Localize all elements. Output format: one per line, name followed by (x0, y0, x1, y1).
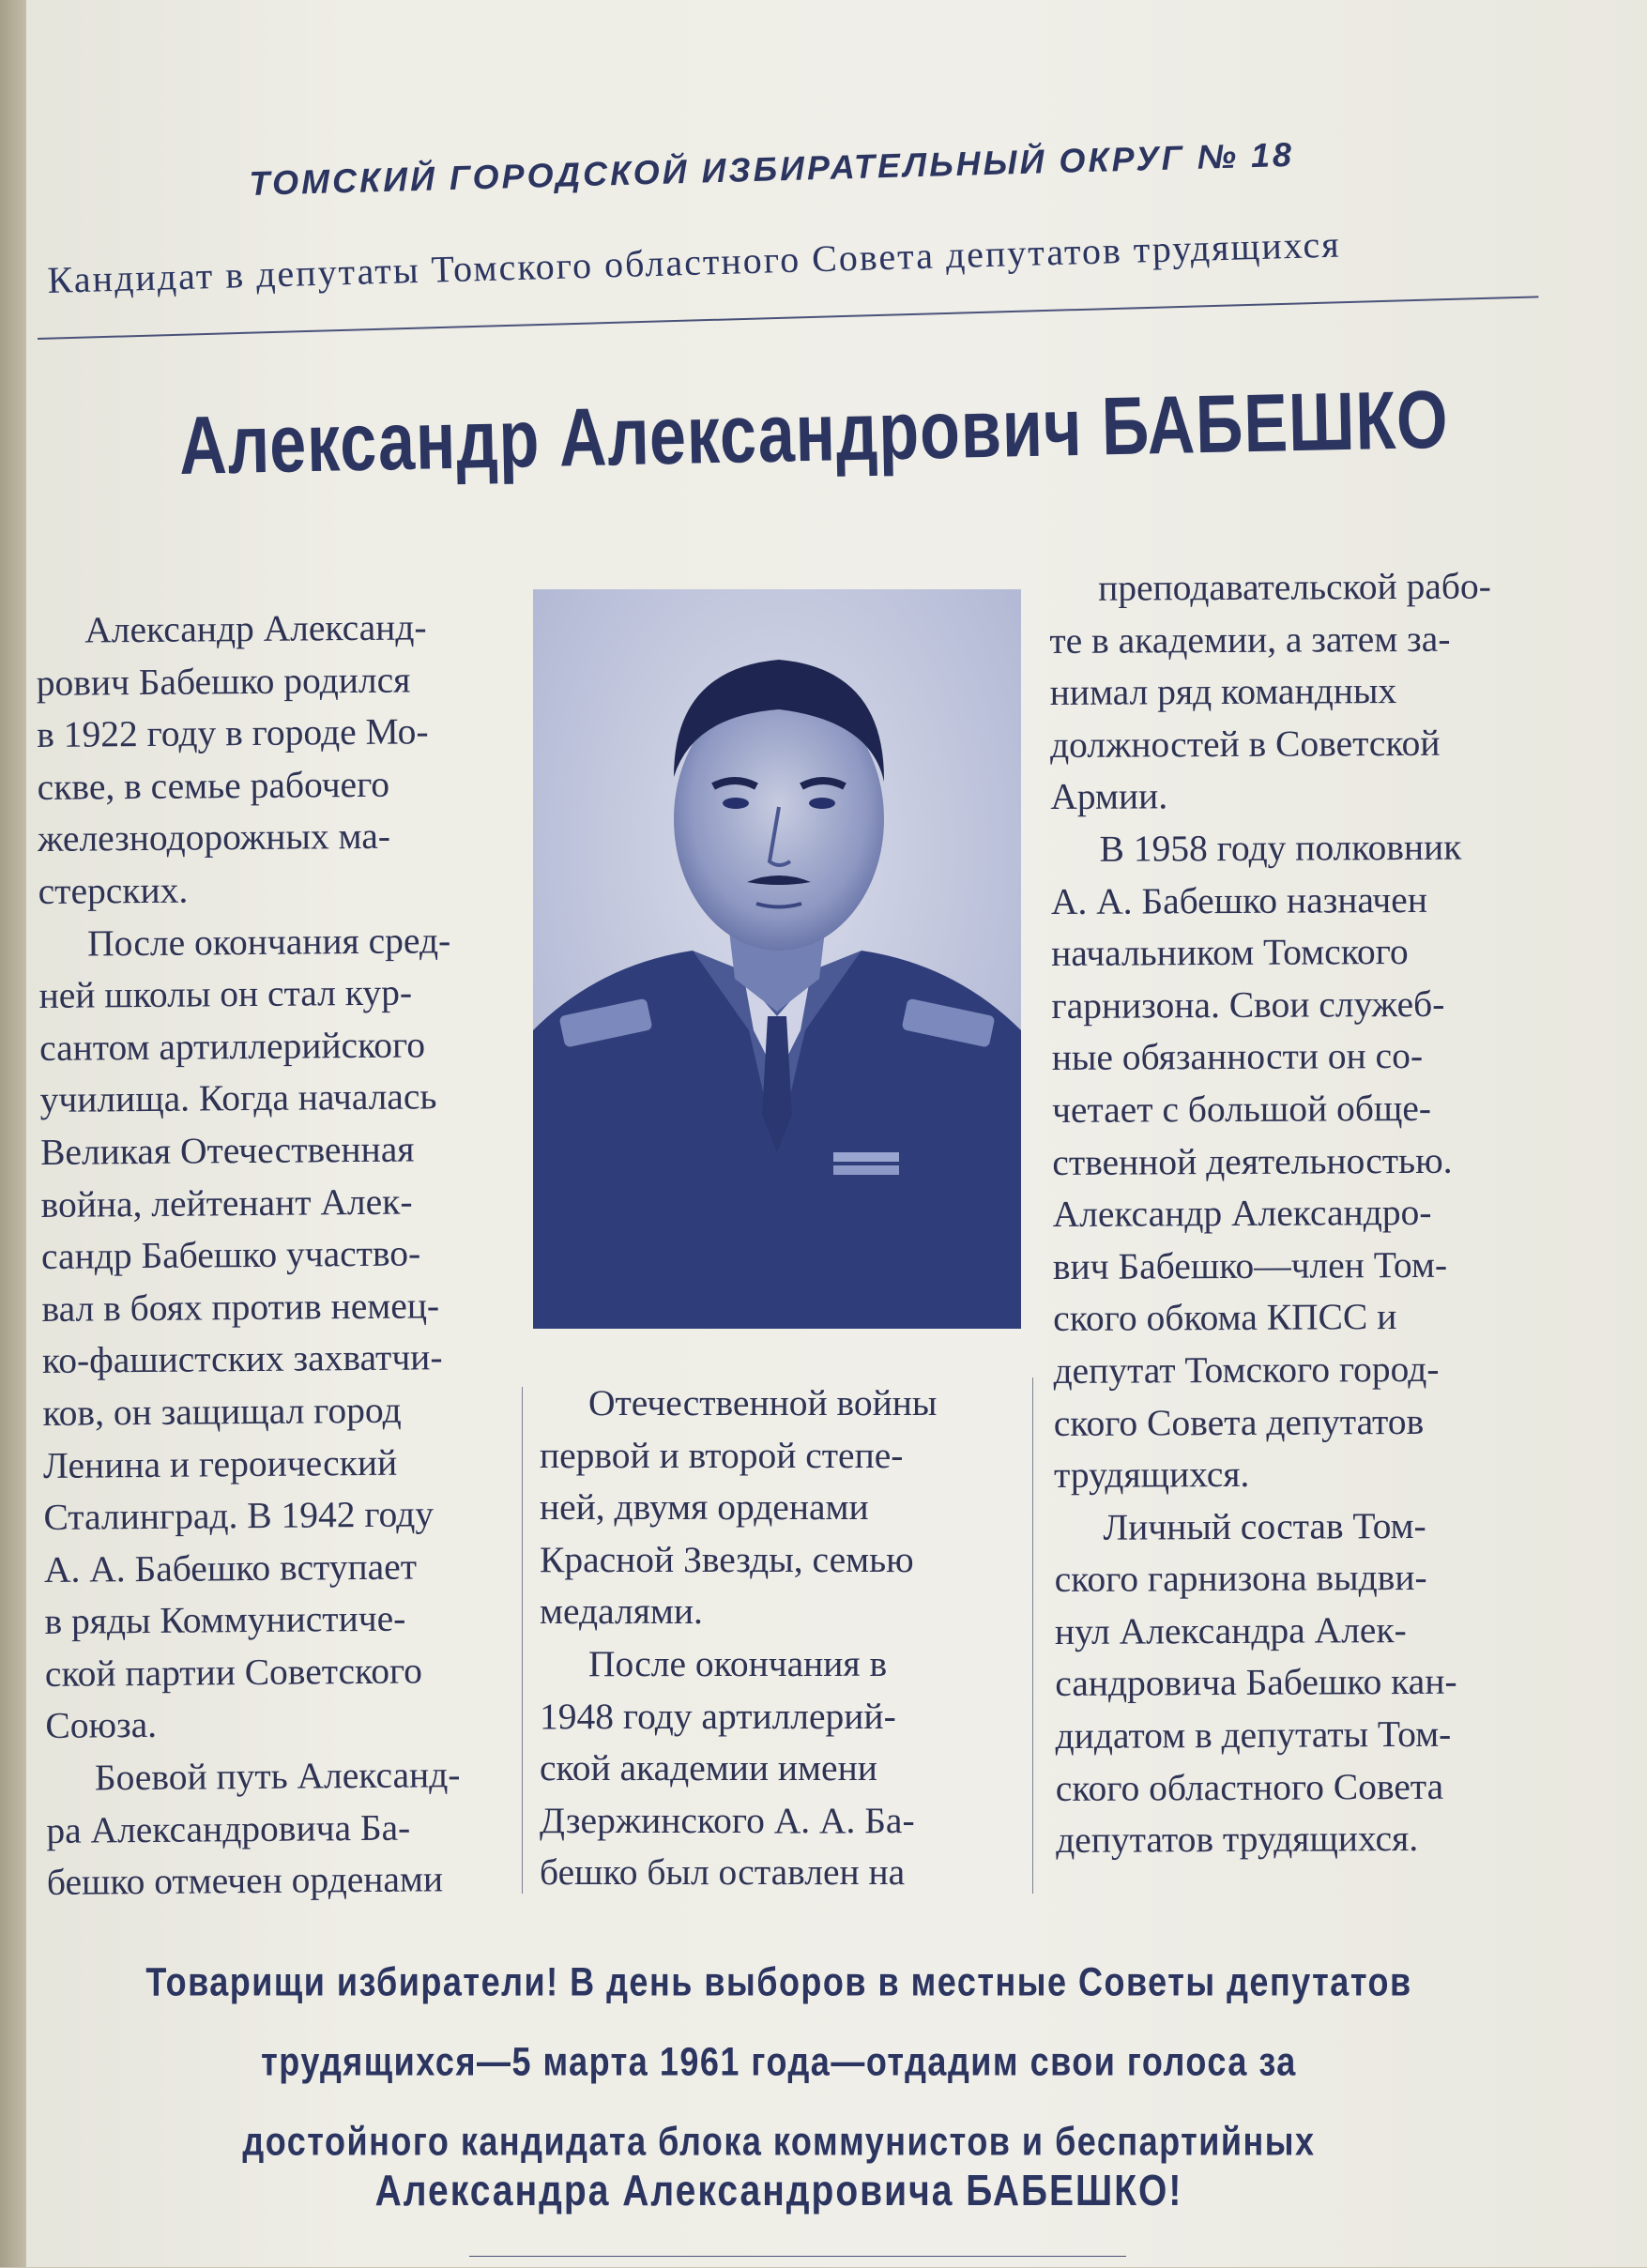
text-line: гарнизона. Свои служеб- (1051, 982, 1445, 1027)
text-line: сандр Бабешко участво- (40, 1232, 421, 1278)
appeal-candidate-name: Александра Александровича БАБЕШКО! (374, 2168, 1183, 2215)
text-line: Александр Александ- (84, 606, 427, 651)
paragraph (540, 1638, 1014, 1899)
text-line: А. А. Бабешко вступает (43, 1545, 418, 1591)
text-line: депутатов трудящихся. (1056, 1818, 1419, 1862)
column-divider-left (522, 1387, 523, 1894)
text-line: сандровича Бабешко кан- (1055, 1661, 1457, 1705)
text-line: После окончания сред- (86, 919, 451, 965)
candidate-subheading: Кандидат в депутаты Томского областного Совета депутатов трудящихся (47, 222, 1342, 301)
paragraph (1054, 1499, 1544, 1867)
text-line: Отечественной войны (588, 1382, 938, 1423)
text-line: ственной деятельностью. (1052, 1139, 1453, 1183)
column-middle (540, 1378, 1014, 1899)
text-line: училища. Когда началась (39, 1075, 437, 1121)
paragraph (1050, 821, 1542, 1501)
text-line: Дзержинского А. А. Ба- (540, 1799, 915, 1841)
district-heading: ТОМСКИЙ ГОРОДСКОЙ ИЗБИРАТЕЛЬНЫЙ ОКРУГ № 18 (249, 134, 1295, 203)
text-line: Красной Звезды, семью (540, 1538, 914, 1580)
candidate-portrait-photo (533, 589, 1021, 1329)
text-line: сантом артиллерийского (38, 1024, 426, 1069)
text-line: ской партии Советского (44, 1650, 423, 1695)
text-line: рович Бабешко родился (36, 659, 411, 704)
text-line: стерских. (38, 869, 189, 912)
text-line: четает с большой обще- (1051, 1087, 1432, 1131)
text-line: война, лейтенант Алек- (40, 1180, 413, 1225)
text-line: ко-фашистских захватчи- (41, 1336, 443, 1382)
text-line: депутат Томского город- (1053, 1347, 1440, 1392)
paragraph (38, 914, 515, 1753)
text-line: нимал ряд командных (1049, 670, 1397, 714)
text-line: бешко был оставлен на (540, 1851, 906, 1894)
text-line: ской академии имени (540, 1747, 877, 1789)
paragraph (540, 1378, 1014, 1638)
election-appeal (75, 1942, 1483, 2182)
text-line: те в академии, а затем за- (1049, 617, 1451, 662)
text-line: дидатом в депутаты Том- (1055, 1712, 1452, 1758)
text-line: ра Александровича Ба- (46, 1806, 411, 1851)
candidate-name: Александр Александрович БАБЕШКО (178, 373, 1450, 492)
text-line: 1948 году артиллерий- (540, 1695, 896, 1737)
text-line: трудящихся. (1053, 1453, 1250, 1497)
column-divider-right (1032, 1378, 1033, 1894)
text-line: нул Александра Алек- (1054, 1608, 1407, 1652)
text-line: скве, в семье рабочего (37, 763, 390, 808)
text-line: Боевой путь Александ- (94, 1754, 461, 1799)
text-line: ского обкома КПСС и (1053, 1296, 1397, 1340)
text-line: медалями. (540, 1591, 703, 1633)
text-line: ные обязанности он со- (1051, 1035, 1424, 1079)
text-line: должностей в Советской (1049, 722, 1441, 766)
text-line: Личный состав Том- (1103, 1504, 1426, 1548)
text-line: Ленина и героический (42, 1441, 398, 1486)
text-line: Сталинград. В 1942 году (43, 1493, 435, 1539)
text-line: ней школы он стал кур- (38, 971, 413, 1017)
text-line: В 1958 году полковник (1099, 826, 1462, 870)
text-line: вич Бабешко—член Том- (1052, 1243, 1448, 1287)
text-line: ней, двумя орденами (540, 1486, 869, 1529)
appeal-line-1: Товарищи избиратели! В день выборов в местные Советы депутатов (145, 1958, 1412, 2005)
column-left (36, 601, 516, 1910)
text-line: вал в боях против немец- (41, 1284, 440, 1330)
text-line: в 1922 году в городе Мо- (37, 710, 429, 756)
text-line: бешко отмечен орденами (46, 1858, 444, 1904)
text-line: Великая Отечественная (39, 1128, 415, 1173)
text-line: железнодорожных ма- (37, 815, 391, 860)
footer-rule (469, 2256, 1126, 2268)
paragraph (36, 601, 508, 919)
column-right (1049, 560, 1544, 1867)
text-line: ского гарнизона выдви- (1054, 1557, 1427, 1601)
text-line: Армии. (1050, 775, 1168, 818)
text-line: первой и второй степе- (540, 1434, 904, 1476)
text-line: начальником Томского (1051, 931, 1409, 975)
text-line: преподавательской рабо- (1098, 565, 1491, 609)
appeal-line-2: трудящихся—5 марта 1961 года—отдадим свои голоса за (261, 2038, 1297, 2085)
paragraph (1049, 560, 1538, 824)
text-line: ского Совета депутатов (1053, 1400, 1425, 1444)
text-line: Союза. (45, 1704, 158, 1747)
appeal-line-3: достойного кандидата блока коммунистов и беспартийных (242, 2118, 1316, 2164)
text-line: Александр Александро- (1052, 1192, 1432, 1236)
book-spine (0, 0, 26, 2267)
paragraph (46, 1749, 516, 1910)
text-line: А. А. Бабешко назначен (1050, 878, 1427, 922)
text-line: После окончания в (588, 1642, 888, 1684)
text-line: в ряды Коммунистиче- (44, 1597, 406, 1643)
text-line: ского областного Совета (1055, 1765, 1444, 1809)
text-line: ков, он защищал город (42, 1389, 402, 1434)
